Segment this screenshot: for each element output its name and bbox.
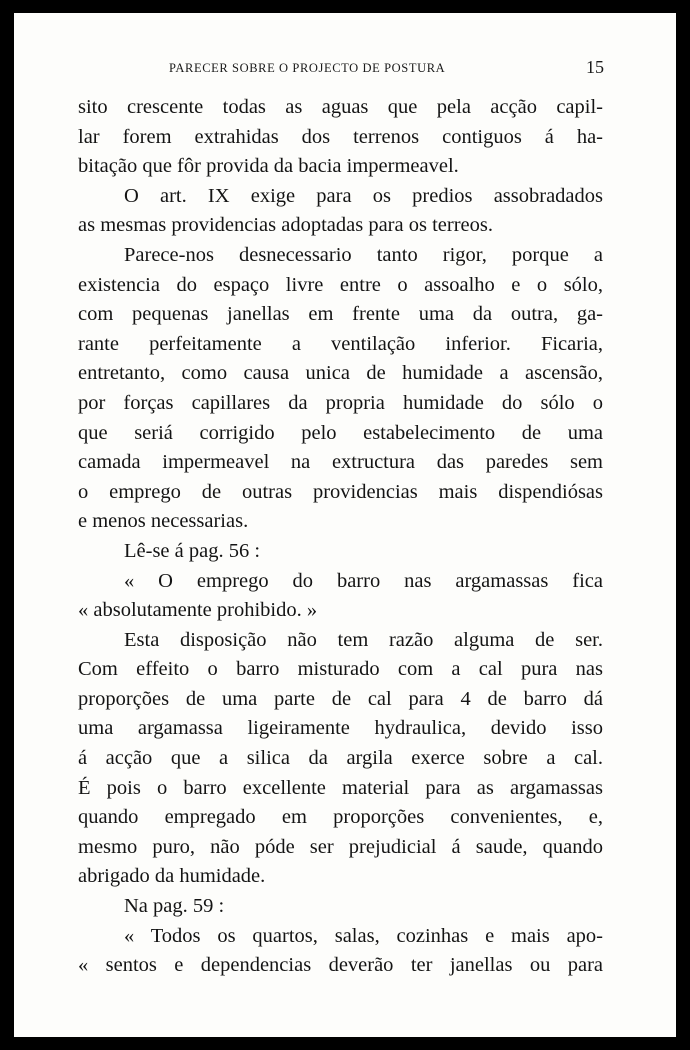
text-line: á acção que a silica da argila exerce sobre a cal. xyxy=(78,747,603,770)
text-line: O art. IX exige para os predios assobradados xyxy=(124,184,603,207)
running-head xyxy=(14,57,676,79)
running-title: PARECER SOBRE O PROJECTO DE POSTURA xyxy=(169,61,446,75)
text-line: lar forem extrahidas dos terrenos contiguos á ha- xyxy=(78,125,603,148)
page-number: 15 xyxy=(586,57,604,77)
text-line: as mesmas providencias adoptadas para os terreos. xyxy=(78,214,493,237)
text-line: por forças capillares da propria humidade do sólo o xyxy=(78,391,603,414)
text-line: entretanto, como causa unica de humidade a ascensão, xyxy=(78,362,603,385)
text-line: Lê-se á pag. 56 : xyxy=(124,539,261,562)
text-line: com pequenas janellas em frente uma da outra, ga- xyxy=(78,303,603,326)
text-line: « Todos os quartos, salas, cozinhas e mais apo- xyxy=(124,924,603,947)
text-line: que seriá corrigido pelo estabelecimento de uma xyxy=(78,421,603,444)
text-line: « sentos e dependencias deverão ter janellas ou para xyxy=(78,954,603,977)
text-line: Com effeito o barro misturado com a cal pura nas xyxy=(78,658,603,681)
text-line: sito crescente todas as aguas que pela acção capil- xyxy=(78,96,603,118)
text-line: existencia do espaço livre entre o assoalho e o sólo, xyxy=(78,273,603,296)
text-line: proporções de uma parte de cal para 4 de barro dá xyxy=(78,687,603,710)
text-line: « O emprego do barro nas argamassas fica xyxy=(124,569,603,592)
text-line: Parece-nos desnecessario tanto rigor, porque a xyxy=(124,243,603,266)
text-line: bitação que fôr provida da bacia impermeavel. xyxy=(78,155,459,178)
text-line: É pois o barro excellente material para as argamassas xyxy=(78,776,603,799)
text-line: rante perfeitamente a ventilação inferior. Ficaria, xyxy=(78,332,603,355)
text-line: camada impermeavel na extructura das paredes sem xyxy=(78,451,603,474)
text-line: quando empregado em proporções convenientes, e, xyxy=(78,806,603,829)
body-text xyxy=(78,93,603,981)
text-line: o emprego de outras providencias mais dispendiósas xyxy=(78,480,603,503)
text-line: mesmo puro, não póde ser prejudicial á saude, quando xyxy=(78,835,603,858)
text-line: uma argamassa ligeiramente hydraulica, devido isso xyxy=(78,717,603,740)
book-page xyxy=(14,13,676,1037)
text-line: Na pag. 59 : xyxy=(124,895,225,918)
text-line: e menos necessarias. xyxy=(78,510,249,533)
text-line: abrigado da humidade. xyxy=(78,865,266,888)
text-line: « absolutamente prohibido. » xyxy=(78,599,318,622)
text-line: Esta disposição não tem razão alguma de ser. xyxy=(124,628,603,651)
